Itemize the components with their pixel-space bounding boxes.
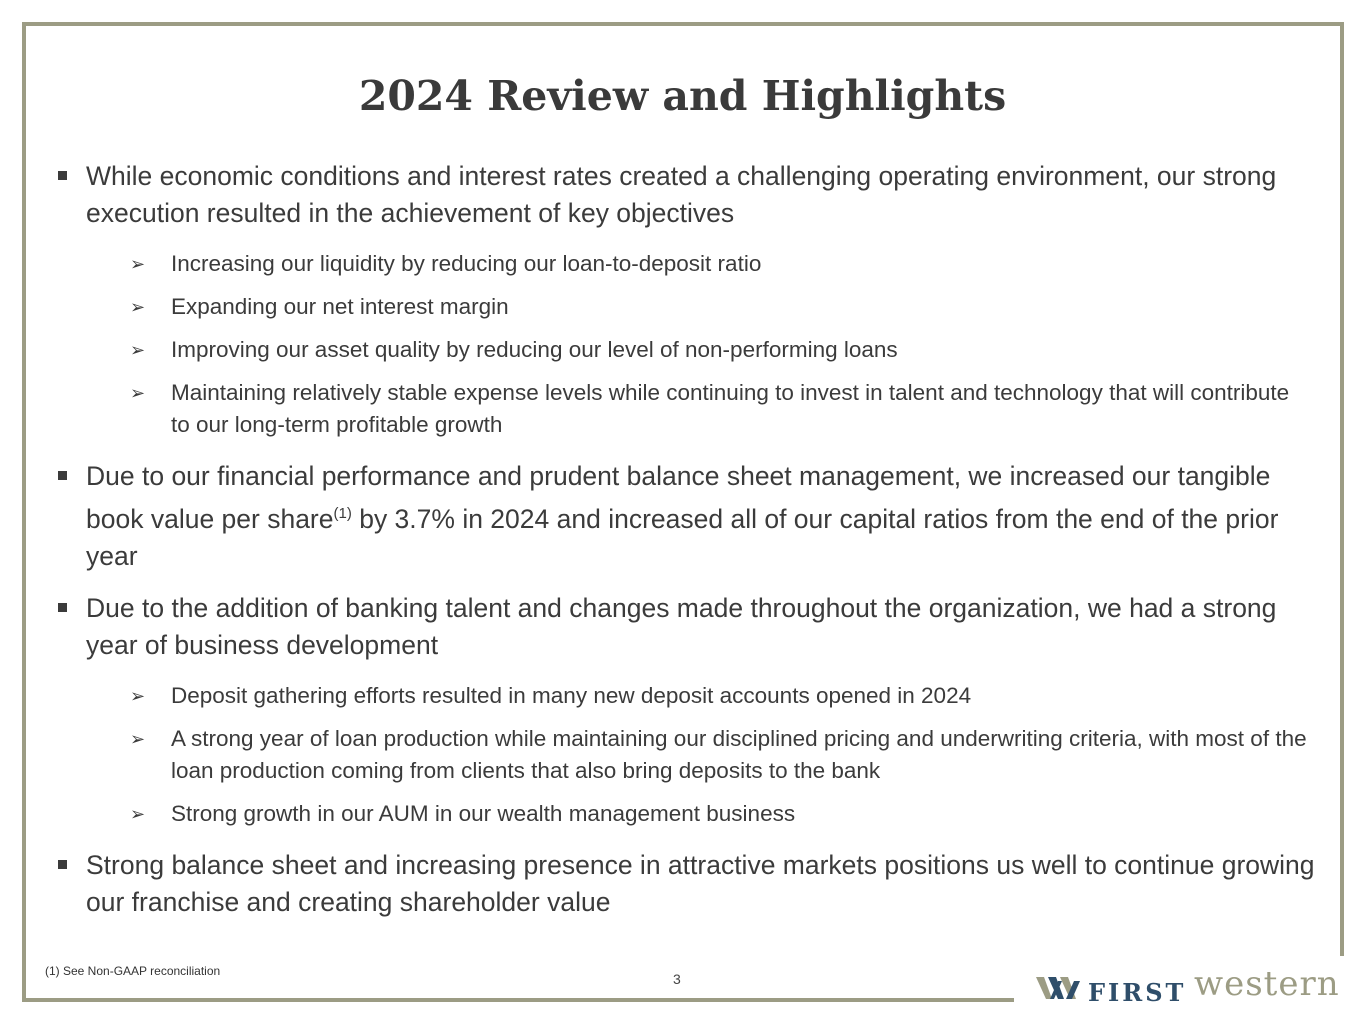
sub-bullet-net-interest-margin <box>130 291 1310 323</box>
frame-border-right <box>1340 22 1344 956</box>
frame-border-left <box>22 22 26 1002</box>
page-number: 3 <box>673 971 681 987</box>
sub-bullet-asset-quality <box>130 334 1310 366</box>
sub-bullet-text: Deposit gathering efforts resulted in many new deposit accounts opened in 2024 <box>171 683 972 708</box>
bullet-text-part: by 3.7% in 2024 and increased all of our capital ratios from the end of the prior year <box>86 503 1279 571</box>
logo-text-western: western <box>1194 964 1340 1004</box>
bullet-text-part: Due to our financial performance and prudent balance sheet management, we increased our tangible book value per share <box>86 461 1271 534</box>
footnote-marker: (1) <box>333 505 352 522</box>
sub-bullet-text: A strong year of loan production while maintaining our disciplined pricing and underwriting criteria, with most of the loan production coming from clients that also bring deposits to the bank <box>171 726 1307 783</box>
square-bullet-icon <box>58 171 67 180</box>
sub-bullet-expense-levels <box>130 377 1310 441</box>
arrowhead-bullet-icon: ➢ <box>130 383 146 403</box>
bullet-text: While economic conditions and interest rates created a challenging operating environment, our strong execution resulted in the achievement of key objectives <box>86 161 1277 228</box>
sub-bullet-deposit-gathering <box>130 680 1310 712</box>
bullet-text: Due to the addition of banking talent and changes made throughout the organization, we had a strong year of business development <box>86 593 1277 660</box>
bullet-text <box>86 458 1318 575</box>
square-bullet-icon <box>58 471 67 480</box>
sub-bullet-text: Strong growth in our AUM in our wealth management business <box>171 801 796 826</box>
bullet-business-development <box>58 590 1318 664</box>
bullet-tangible-book-value <box>58 458 1318 575</box>
square-bullet-icon <box>58 603 67 612</box>
arrowhead-bullet-icon: ➢ <box>130 729 146 749</box>
arrowhead-bullet-icon: ➢ <box>130 254 146 274</box>
first-western-logo-mark-icon <box>1036 975 1082 1003</box>
footnote: (1) See Non-GAAP reconciliation <box>45 964 221 978</box>
arrowhead-bullet-icon: ➢ <box>130 804 146 824</box>
sub-bullet-liquidity <box>130 248 1310 280</box>
square-bullet-icon <box>58 860 67 869</box>
sub-bullet-text: Improving our asset quality by reducing our level of non-performing loans <box>171 337 898 362</box>
slide-title: 2024 Review and Highlights <box>358 72 1007 120</box>
sub-bullet-text: Maintaining relatively stable expense levels while continuing to invest in talent and technology that will contribute to our long-term profitable growth <box>171 380 1290 437</box>
bullet-economic-conditions <box>58 158 1318 232</box>
arrowhead-bullet-icon: ➢ <box>130 686 146 706</box>
frame-border-top <box>22 22 1344 26</box>
sub-bullet-text: Expanding our net interest margin <box>171 294 509 319</box>
bullet-strong-balance-sheet <box>58 847 1318 921</box>
logo-text-first: FIRST <box>1088 978 1187 1007</box>
sub-bullet-loan-production <box>130 723 1310 787</box>
company-logo <box>1036 964 1346 1008</box>
sub-bullet-aum-growth <box>130 798 1310 830</box>
frame-border-bottom <box>22 998 1014 1002</box>
arrowhead-bullet-icon: ➢ <box>130 297 146 317</box>
bullet-text: Strong balance sheet and increasing presence in attractive markets positions us well to continue growing our franchise and creating shareholder value <box>86 850 1315 917</box>
sub-bullet-text: Increasing our liquidity by reducing our loan-to-deposit ratio <box>171 251 762 276</box>
arrowhead-bullet-icon: ➢ <box>130 340 146 360</box>
